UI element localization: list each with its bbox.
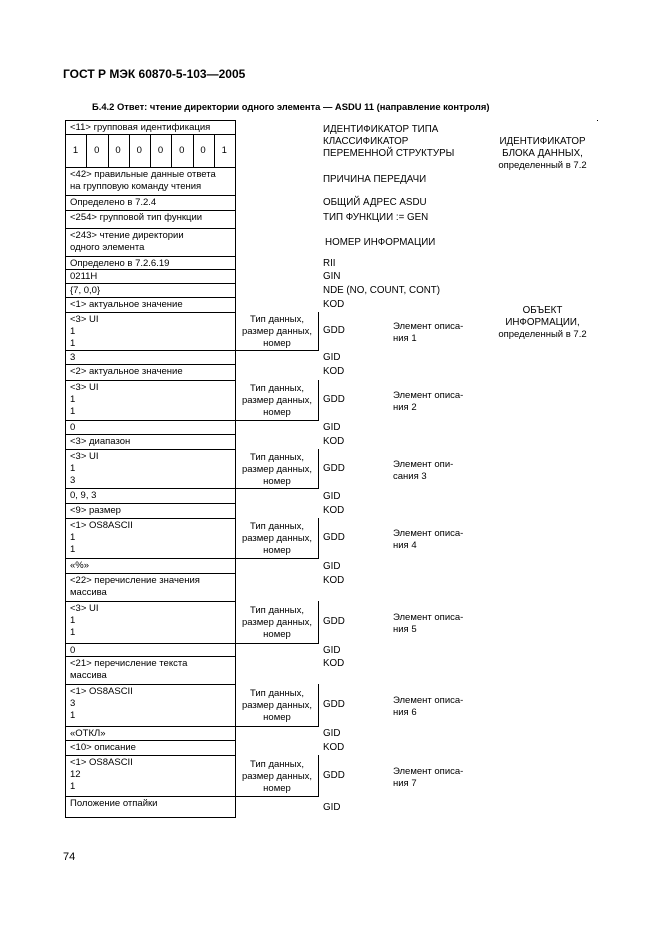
gdd-label: Тип данных,	[249, 314, 304, 325]
gdd-number: 1	[70, 781, 76, 792]
gdd-number: 1	[70, 544, 76, 555]
gdd-label: размер данных,	[241, 700, 313, 711]
table-v-rule	[65, 120, 66, 817]
gdd-label-col: GDD	[323, 769, 345, 781]
gid-label: GID	[323, 422, 341, 433]
table-h-rule	[65, 420, 319, 421]
nde-value: {7, 0,0}	[70, 285, 101, 296]
gid-value: Положение отпайки	[70, 798, 158, 809]
gdd-label: Тип данных,	[249, 688, 304, 699]
vsq-label-line2: ПЕРЕМЕННОЙ СТРУКТУРЫ	[323, 148, 455, 159]
gdd-label: Тип данных,	[249, 383, 304, 394]
element-description-line1: Элемент описа-	[393, 765, 464, 777]
table-h-rule	[65, 488, 319, 489]
table-h-rule	[65, 817, 236, 818]
element-description-line1: Элемент опи-	[393, 458, 454, 470]
table-v-rule	[129, 134, 130, 167]
read-directory-line1: <243> чтение директории	[70, 230, 184, 241]
element-description-line2: ния 7	[393, 777, 417, 789]
gdd-label: размер данных,	[241, 770, 313, 782]
table-h-rule	[65, 503, 236, 504]
gdd-size: 3	[70, 698, 76, 709]
element-description-line1: Элемент описа-	[393, 390, 464, 401]
table-h-rule	[65, 364, 236, 365]
kod-value: <22> перечисление значения	[70, 575, 200, 586]
table-h-rule	[65, 228, 236, 229]
gid-value: 0	[70, 645, 76, 656]
bit-cell: 0	[94, 145, 100, 156]
gdd-label: Тип данных,	[249, 758, 304, 770]
kod-label: KOD	[323, 505, 345, 516]
table-h-rule	[65, 210, 236, 211]
gdd-label: Тип данных,	[249, 521, 304, 532]
kod-value: <3> диапазон	[70, 436, 131, 447]
element-description-line1: Элемент описа-	[393, 528, 464, 539]
element-description-line1: Элемент описа-	[393, 695, 464, 706]
element-description-line2: ния 2	[393, 402, 417, 413]
element-description-line2: ния 6	[393, 707, 417, 718]
table-h-rule	[65, 755, 236, 756]
gdd-type: <3> UI	[70, 382, 99, 393]
table-v-rule	[171, 134, 172, 167]
table-h-rule	[65, 726, 319, 727]
gdd-label: номер	[263, 712, 291, 723]
gdd-label-col: GDD	[323, 394, 345, 405]
gdd-size: 1	[70, 615, 76, 626]
data-unit-id-line1: ИДЕНТИФИКАТОР	[499, 136, 586, 147]
gin-label: GIN	[323, 271, 341, 282]
gdd-label: номер	[263, 629, 291, 640]
gid-label: GID	[323, 352, 341, 363]
kod-value: <9> размер	[70, 505, 121, 516]
bit-cell: 0	[157, 145, 164, 156]
gdd-label-col: GDD	[323, 462, 345, 474]
gin-value: 0211H	[70, 271, 98, 282]
table-h-rule	[65, 120, 236, 121]
gid-value: «%»	[70, 560, 90, 571]
table-h-rule	[65, 518, 236, 519]
gid-value: 0, 9, 3	[70, 490, 97, 501]
gid-value: 0	[70, 422, 76, 433]
table-h-rule	[65, 643, 319, 644]
table-v-rule	[318, 518, 319, 558]
kod-value-cont: массива	[70, 587, 107, 598]
gid-label: GID	[323, 801, 341, 813]
document-header: ГОСТ Р МЭК 60870-5-103—2005	[63, 67, 246, 81]
gid-label: GID	[323, 490, 341, 502]
kod-label: KOD	[323, 575, 345, 586]
table-v-rule	[318, 755, 319, 796]
gdd-number: 1	[70, 338, 76, 349]
bit-cell: 0	[115, 145, 121, 156]
group-identification-label: <11> групповая идентификация	[70, 122, 211, 133]
gdd-label: размер данных,	[241, 326, 313, 337]
cot-text-line2: на групповую команду чтения	[70, 181, 202, 192]
gdd-label: размер данных,	[241, 617, 313, 628]
table-h-rule	[65, 256, 236, 257]
table-v-rule	[318, 312, 319, 350]
defined-724: Определено в 7.2.4	[70, 197, 157, 208]
group-function-type: <254> групповой тип функции	[70, 212, 203, 223]
gid-label: GID	[323, 728, 341, 739]
gdd-size: 1	[70, 532, 76, 543]
gdd-label: номер	[263, 338, 291, 349]
gdd-number: 1	[70, 406, 76, 417]
gdd-label-col: GDD	[323, 532, 345, 543]
kod-label: KOD	[323, 436, 345, 447]
data-unit-id-line2: БЛОКА ДАННЫХ,	[502, 148, 583, 159]
table-h-rule	[65, 283, 236, 284]
gdd-label: номер	[263, 407, 291, 418]
kod-label: KOD	[323, 742, 345, 753]
gdd-label: размер данных,	[241, 533, 313, 544]
rii-label: RII	[323, 258, 336, 269]
info-object-line2: ИНФОРМАЦИИ,	[505, 317, 580, 328]
gdd-size: 1	[70, 463, 76, 474]
kod-label: KOD	[323, 366, 345, 377]
bit-cell: 1	[72, 145, 79, 156]
gdd-label-col: GDD	[323, 616, 345, 627]
gdd-number: 1	[70, 627, 76, 638]
gdd-number: 3	[70, 475, 76, 486]
kod-label: KOD	[323, 658, 345, 669]
table-h-rule	[65, 449, 236, 450]
table-h-rule	[65, 312, 236, 313]
table-h-rule	[65, 350, 319, 351]
kod-value: <2> актуальное значение	[70, 366, 183, 377]
table-v-rule	[193, 134, 194, 167]
element-description-line1: Элемент описа-	[393, 612, 464, 623]
table-h-rule	[65, 684, 236, 685]
table-h-rule	[65, 380, 236, 381]
page-number: 74	[63, 851, 76, 863]
gdd-type: <1> OS8ASCII	[70, 520, 133, 531]
gdd-label-col: GDD	[323, 325, 345, 336]
gid-value: «ОТКЛ»	[70, 728, 106, 739]
gdd-number: 1	[70, 710, 76, 721]
info-object-line3: определенный в 7.2	[498, 329, 587, 340]
kod-value: <21> перечисление текста	[70, 658, 188, 669]
kod-label: KOD	[323, 299, 345, 310]
kod-value: <1> актуальное значение	[70, 299, 183, 310]
element-description-line1: Элемент описа-	[393, 321, 464, 332]
type-id-label: ИДЕНТИФИКАТОР ТИПА	[323, 124, 439, 135]
gdd-type: <3> UI	[70, 314, 99, 325]
table-h-rule	[65, 796, 319, 797]
table-v-rule	[318, 380, 319, 420]
gdd-type: <3> UI	[70, 603, 99, 614]
vsq-label-line1: КЛАССИФИКАТОР	[323, 136, 409, 147]
defined-72619: Определено в 7.2.6.19	[70, 258, 170, 269]
bit-cell: 1	[221, 145, 227, 156]
section-title: Б.4.2 Ответ: чтение директории одного элемента — ASDU 11 (направление контроля)	[92, 101, 490, 112]
table-v-rule	[318, 601, 319, 643]
element-description-line2: ния 4	[393, 540, 417, 551]
table-v-rule	[108, 134, 109, 167]
gdd-label: номер	[263, 545, 291, 556]
table-h-rule	[65, 434, 236, 435]
kod-value: <10> описание	[70, 742, 136, 753]
gdd-label: размер данных,	[241, 463, 313, 475]
table-v-rule	[86, 134, 87, 167]
gdd-size: 12	[70, 769, 81, 780]
info-object-line1: ОБЪЕКТ	[522, 305, 563, 316]
function-type-label: ТИП ФУНКЦИИ := GEN	[323, 212, 429, 223]
table-h-rule	[65, 297, 236, 298]
gdd-label-col: GDD	[323, 699, 345, 710]
gdd-label: размер данных,	[241, 395, 313, 406]
information-number-label: НОМЕР ИНФОРМАЦИИ	[325, 237, 436, 248]
table-v-rule	[150, 134, 151, 167]
table-v-rule	[214, 134, 215, 167]
table-v-rule	[318, 684, 319, 726]
bit-cell: 0	[179, 145, 185, 156]
gdd-label: номер	[263, 475, 291, 487]
table-h-rule	[65, 195, 236, 196]
table-h-rule	[65, 167, 236, 168]
element-description-line2: сания 3	[393, 470, 427, 482]
bit-cell: 0	[200, 145, 206, 156]
data-unit-id-line3: определенный в 7.2	[498, 160, 587, 171]
bit-cell: 0	[136, 145, 142, 156]
gid-label: GID	[323, 644, 341, 656]
table-v-rule	[318, 449, 319, 488]
table-h-rule	[65, 558, 319, 559]
common-address-label: ОБЩИЙ АДРЕС ASDU	[323, 197, 427, 208]
kod-value-cont: массива	[70, 670, 107, 681]
element-description-line2: ния 1	[393, 333, 417, 344]
cause-of-transmission-label: ПРИЧИНА ПЕРЕДАЧИ	[323, 174, 427, 185]
gid-label: GID	[323, 560, 341, 572]
gdd-type: <1> OS8ASCII	[70, 686, 133, 697]
element-description-line2: ния 5	[393, 624, 417, 635]
table-v-rule	[597, 120, 598, 121]
gdd-size: 1	[70, 394, 76, 405]
gdd-size: 1	[70, 326, 76, 337]
gdd-type: <1> OS8ASCII	[70, 757, 133, 768]
cot-text-line1: <42> правильные данные ответа	[70, 169, 216, 180]
table-h-rule	[65, 573, 236, 574]
gdd-label: Тип данных,	[249, 605, 304, 616]
nde-label: NDE (NO, COUNT, CONT)	[323, 285, 441, 296]
table-h-rule	[65, 601, 236, 602]
table-h-rule	[65, 740, 236, 741]
gdd-type: <3> UI	[70, 451, 99, 462]
gdd-label: номер	[263, 782, 291, 794]
gid-value: 3	[70, 352, 76, 363]
gdd-label: Тип данных,	[249, 451, 304, 463]
read-directory-line2: одного элемента	[70, 242, 145, 253]
table-h-rule	[65, 656, 236, 657]
